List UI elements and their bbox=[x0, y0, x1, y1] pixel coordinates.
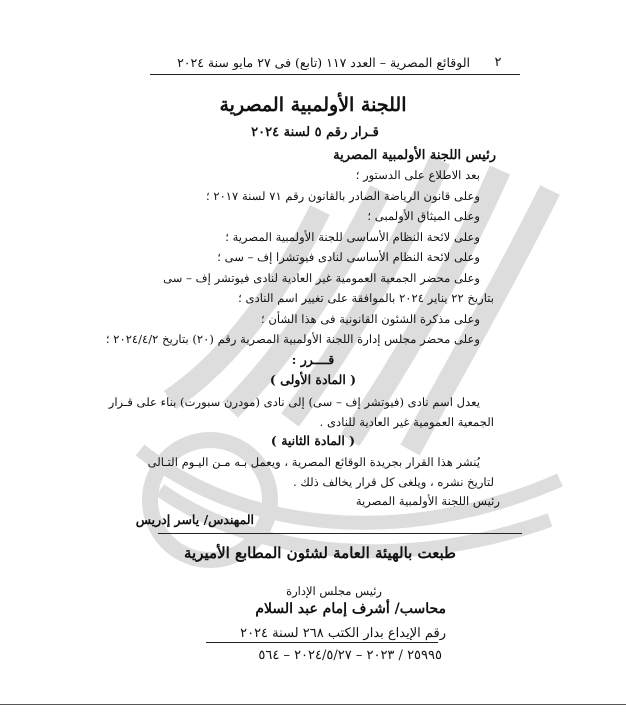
preamble-line: وعلى لائحة النظام الأساسى لنادى فيوتشرا إف – سى ؛ bbox=[217, 250, 480, 264]
article-2-text: يُنشر هذا القرار بجريدة الوقائع المصرية ، ويعمل بـه مـن اليـوم التـالى bbox=[147, 455, 480, 469]
article-1-text: الجمعية العمومية غير العادية للنادى . bbox=[319, 415, 494, 429]
chair-title: رئيس مجلس الإدارة bbox=[286, 584, 382, 598]
preamble-line: بتاريخ ٢٢ يناير ٢٠٢٤ بالموافقة على تغيير اسم النادى ؛ bbox=[238, 291, 494, 305]
running-header: الوقائع المصرية – العدد ١١٧ (تابع) فى ٢٧ مايو سنة ٢٠٢٤ bbox=[177, 55, 470, 70]
article-2-text: لتاريخ نشره ، ويلغى كل قرار يخالف ذلك . bbox=[292, 475, 494, 489]
preamble-line: وعلى لائحة النظام الأساسى للجنة الأولمبية المصرية ؛ bbox=[225, 230, 480, 244]
page-number: ٢ bbox=[494, 55, 502, 70]
deposit-divider bbox=[206, 642, 438, 643]
signatory-heading: رئيس اللجنة الأولمبية المصرية bbox=[333, 148, 496, 163]
preamble-line: وعلى الميثاق الأولمبى ؛ bbox=[367, 209, 480, 223]
deposit-number: رقم الإيداع بدار الكتب ٢٦٨ لسنة ٢٠٢٤ bbox=[240, 626, 446, 641]
preamble-line: بعد الاطلاع على الدستور ؛ bbox=[355, 168, 480, 182]
header-divider bbox=[150, 74, 520, 75]
chair-name: محاسب/ أشرف إمام عبد السلام bbox=[255, 601, 446, 617]
issuer-title: اللجنة الأولمبية المصرية bbox=[219, 94, 407, 116]
decree-number: قـرار رقم ٥ لسنة ٢٠٢٤ bbox=[251, 125, 379, 140]
page-bottom-edge bbox=[0, 704, 626, 705]
signature-name: المهندس/ ياسر إدريس bbox=[135, 512, 254, 527]
preamble-line: وعلى مذكرة الشئون القانونية فى هذا الشأن ؛ bbox=[261, 312, 480, 326]
preamble-line: وعلى محضر مجلس إدارة اللجنة الأولمبية المصرية رقم (٢٠) بتاريخ ٢٠٢٤/٤/٢ ؛ bbox=[105, 332, 480, 346]
print-code: ٢٥٩٩٥ / ٢٠٢٣ – ٢٠٢٤/٥/٢٧ – ٥٦٤ bbox=[258, 648, 442, 663]
article-2-heading: ( المادة الثانية ) bbox=[270, 433, 356, 448]
article-1-heading: ( المادة الأولى ) bbox=[269, 372, 357, 387]
preamble-line: وعلى قانون الرياضة الصادر بالقانون رقم ٧١ لسنة ٢٠١٧ ؛ bbox=[205, 189, 480, 203]
article-1-text: يعدل اسم نادى (فيوتشر إف – سى) إلى نادى (مودرن سبورت) بناء على قـرار bbox=[108, 395, 480, 409]
footer-divider bbox=[158, 533, 522, 534]
printer-credit: طبعت بالهيئة العامة لشئون المطابع الأميرية bbox=[184, 544, 456, 562]
preamble-line: وعلى محضر الجمعية العمومية غير العادية لنادى فيوتشر إف – سى bbox=[163, 271, 480, 285]
signature-title: رئيس اللجنة الأولمبية المصرية bbox=[355, 494, 500, 508]
decides-heading: قــــرر : bbox=[291, 352, 335, 367]
